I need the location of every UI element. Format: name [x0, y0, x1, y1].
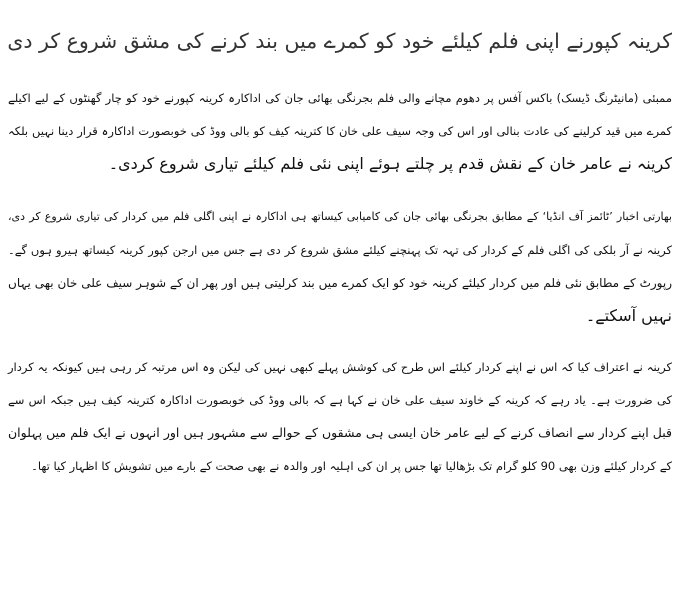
paragraph-line: کے کردار کیلئے وزن بھی 90 کلو گرام تک بڑھالیا تھا جس پر ان کی اہلیہ اور والدہ نے بھی صحت کے بارے میں تشویش کا اظہار کیا تھا۔: [31, 459, 672, 473]
paragraph-line: کی ضرورت ہے۔ یاد رہے کہ کرینہ کے خاوند سیف علی خان نے کہا ہے کہ بالی ووڈ کی خوبصورت اداکارہ کترینہ کیف ہیں جبکہ اس سے: [8, 393, 672, 407]
paragraph-line: کرینہ نے اعتراف کیا کہ اس نے اپنے کردار کیلئے اس طرح کی کوشش پہلے کبھی نہیں کی لیکن وہ اس مرتبہ کر رہی ہیں کیونکہ یہ کردار: [8, 360, 672, 374]
article-headline: کرینہ کپورنے اپنی فلم کیلئے خود کو کمرے میں بند کرنے کی مشق شروع کر دی: [7, 29, 672, 53]
paragraph-line: ممبئی (مانیٹرنگ ڈیسک) باکس آفس پر دھوم مچانے والی فلم بجرنگی بھائی جان کی اداکارہ کرینہ کپورنے خود کو چار گھنٹوں کے لیے اکیلے: [8, 91, 672, 105]
paragraph-line: کرینہ نے آر بلکی کی اگلی فلم کے کردار کی تہہ تک پہنچنے کیلئے مشق شروع کر دی ہے جس میں ارجن کپور کرینہ کیساتھ ہیرو ہوں گے۔: [8, 243, 672, 257]
paragraph-line: کرینہ نے عامر خان کے نقش قدم پر چلتے ہوئے اپنی نئی فلم کیلئے تیاری شروع کردی۔: [108, 154, 672, 173]
paragraph-line: نہیں آسکتے۔: [585, 306, 672, 325]
paragraph-line: بھارتی اخبار ’ٹائمز آف انڈیا‘ کے مطابق بجرنگی بھائی جان کی کامیابی کیساتھ ہی اداکارہ نے اپنی اگلی فلم میں کردار کی تیاری شروع کر دی،: [8, 210, 672, 223]
paragraph-line: قبل اپنے کردار سے انصاف کرنے کے لیے عامر خان ایسی ہی مشقوں کے حوالے سے مشہور ہیں اور انہوں نے ایک فلم میں پہلوان: [8, 425, 672, 440]
article: [8, 0, 672, 600]
paragraph-line: رپورٹ کے مطابق نئی فلم میں کردار کیلئے کرینہ خود کو ایک کمرے میں بند کرلیتی ہیں اور پھر ان کے شوہر سیف علی خان بھی یہاں: [8, 276, 672, 290]
paragraph-line: کمرے میں قید کرلینے کی عادت بنالی اور اس کی وجہ سیف علی خان کا کترینہ کیف کو بالی ووڈ کی خوبصورت اداکارہ قرار دینا نہیں بلکہ: [8, 124, 672, 138]
